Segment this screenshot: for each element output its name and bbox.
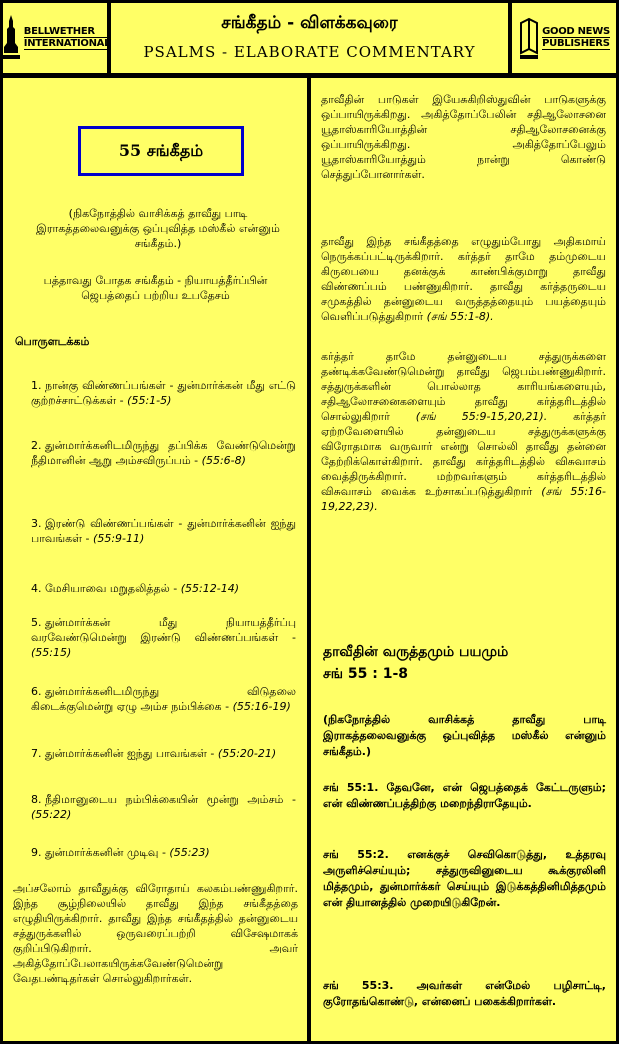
verse-3: சங் 55:3. அவர்கள் என்மேல் பழிசாட்டி, குரோதங்கொண்டு, என்னைப் பகைக்கிறார்கள். <box>323 979 606 1008</box>
list-item: 5. துன்மார்க்கன் மீது நியாயத்தீர்ப்பு வரவேண்டுமென்று இரண்டு விண்ணப்பங்கள் - (55:15) <box>31 616 296 659</box>
paragraph-1: தாவீதின் பாடுகள் இயேசுகிறிஸ்துவின் பாடுகளுக்கு ஒப்பாயிருக்கிறது. அகித்தோப்பேலின் சதிஆலோசனை யூதாஸ்காரியோத்தின் சதிஆலோசனைக்கு ஒப்பாயிருக்கிறது. அகித்தோப்பேலும் யூதாஸ்காரியோத்தும் நான்று கொண்டு செத்துப்போனார்கள். <box>321 93 606 181</box>
list-item: 1. நான்கு விண்ணப்பங்கள் - துன்மார்க்கன் மீது எட்டு குற்றச்சாட்டுக்கள் - (55:1-5) <box>31 379 296 407</box>
right-logo-line1: GOOD NEWS <box>542 26 610 37</box>
list-item: 3. இரண்டு விண்ணப்பங்கள் - துன்மார்க்கனின் ஐந்து பாவங்கள் - (55:9-11) <box>31 517 296 545</box>
goodnews-logo <box>512 3 616 73</box>
header-title <box>111 3 508 73</box>
closing-paragraph: அப்சலோம் தாவீதுக்கு விரோதாய் கலகம்பண்ணுகிறார். இந்த சூழ்நிலையில் தாவீது இந்த சங்கீதத்தை எழுதியிருக்கிறார். தாவீது இந்த சங்கீதத்தில் தன்னுடைய சத்துருக்களில் ஒருவரைப்பற்றி விசேஷமாகக் குறிப்பிடுகிறார். அவர் அகித்தோப்பேலாகயிருக்கவேண்டுமென்று வேதபண்டிதர்கள் சொல்லுகிறார்கள். <box>13 882 298 985</box>
title-english: PSALMS - ELABORATE COMMENTARY <box>143 43 476 61</box>
lamp-icon <box>0 13 22 63</box>
intro-text: பத்தாவது போதக சங்கீதம் - நியாயத்தீர்ப்பின் ஜெபத்தைப் பற்றிய உபதேசம் <box>43 274 268 302</box>
paragraph-3: கர்த்தர் தாமே தன்னுடைய சத்துருக்களை தண்டிக்கவேண்டுமென்று தாவீது ஜெபம்பண்ணுகிறார். சத்துருக்களின் பொல்லாத காரியங்களையும், சதிஆலோசனைகளையும் தாவீது கர்த்தரிடத்தில் சொல்லுகிறார் (சங் 55:9-15,20,21). கர்த்தர் ஏற்றவேளையில் தன்னுடைய சத்துருக்களுக்கு விரோதமாக வருவார் என்று சொல்லி தாவீது தன்னை தேற்றிக்கொள்கிறார். தாவீது கர்த்தரிடத்தில் விசுவாசம் வைத்திருக்கிறார். மற்றவர்களும் கர்த்தரிடத்தில் விசுவாசம் வைக்க உற்சாகப்படுத்துகிறார் (சங் 55:16-19,22,23). <box>321 350 607 513</box>
section-heading: தாவீதின் வருத்தமும் பயமும் <box>323 644 509 660</box>
verse-2: சங் 55:2. எனக்குச் செவிகொடுத்து, உத்தரவு அருளிச்செய்யும்; சத்துருவினுடைய கூக்குரலினி மித்தமும், துன்மார்க்கர் செய்யும் இடுக்கத்தினிமித்தமும் என் தியானத்தில் முறையிடுகிறேன். <box>323 848 606 909</box>
contents-heading: பொருளடக்கம் <box>15 335 90 348</box>
section-reference: சங் 55 : 1-8 <box>323 666 409 682</box>
right-column <box>311 78 616 1041</box>
list-item: 9. துன்மார்க்கனின் முடிவு - (55:23) <box>31 846 210 859</box>
verse-1: சங் 55:1. தேவனே, என் ஜெபத்தைக் கேட்டருளும்; என் விண்ணப்பத்திற்கு மறைந்திராதேயும். <box>323 781 606 810</box>
left-logo-line2: INTERNATIONAL <box>23 38 111 49</box>
list-item: 4. மேசியாவை மறுதலித்தல் - (55:12-14) <box>31 582 239 595</box>
left-logo-line1: BELLWETHER <box>24 26 110 38</box>
right-logo-line2: PUBLISHERS <box>542 38 610 49</box>
paragraph-2: தாவீது இந்த சங்கீதத்தை எழுதும்போது அதிகமாய் நெருக்கப்பட்டிருக்கிறார். கர்த்தர் தாமே தம்முடைய கிருபையை தனக்குக் காண்பிக்குமாறு தாவீது விண்ணப்பம் பண்ணுகிறார். தாவீது கர்த்தருடைய சமுகத்தில் தன்னுடைய வருத்தத்தையும் பயத்தையும் வெளிப்படுத்துகிறார் (சங் 55:1-8). <box>321 235 606 323</box>
book-icon <box>518 13 540 63</box>
left-column <box>3 78 307 1041</box>
list-item: 7. துன்மார்க்கனின் ஐந்து பாவங்கள் - (55:20-21) <box>31 747 277 760</box>
bold-subtitle: (நிகநோத்தில் வாசிக்கத் தாவீது பாடி இராகத்தலைவனுக்கு ஒப்புவித்த மஸ்கீல் என்னும் சங்கீதம்.) <box>323 713 606 758</box>
list-item: 2. துன்மார்க்கனிடமிருந்து தப்பிக்க வேண்டுமென்று நீதிமானின் ஆறு அம்சவிருப்பம் - (55:6-8) <box>31 439 296 467</box>
list-item: 6. துன்மார்க்கனிடமிருந்து விடுதலை கிடைக்குமென்று ஏழு அம்ச நம்பிக்கை - (55:16-19) <box>31 685 296 713</box>
psalm-title-box: 55 சங்கீதம் <box>78 126 244 176</box>
bellwether-logo <box>3 3 111 73</box>
title-tamil: சங்கீதம் - விளக்கவுரை <box>221 13 398 33</box>
psalm-subtitle: (நிகநோத்தில் வாசிக்கத் தாவீது பாடி இராகத்தலைவனுக்கு ஒப்புவித்த மஸ்கீல் என்னும் சங்கீதம்.) <box>36 207 280 250</box>
list-item: 8. நீதிமானுடைய நம்பிக்கையின் மூன்று அம்சம் - (55:22) <box>31 793 296 821</box>
